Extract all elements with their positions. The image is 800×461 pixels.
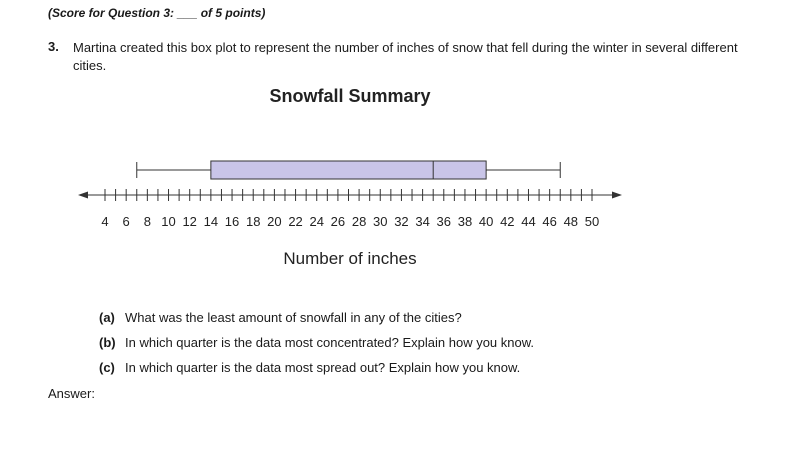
- x-axis-label: Number of inches: [283, 249, 417, 268]
- subquestion-b-label: (b): [99, 335, 116, 350]
- tick-label: 20: [267, 214, 282, 229]
- tick-label: 46: [542, 214, 557, 229]
- tick-label: 32: [394, 214, 409, 229]
- subquestion-b: [99, 335, 534, 350]
- score-blank: ___: [177, 6, 198, 20]
- subquestion-a-text: What was the least amount of snowfall in any of the cities?: [125, 310, 462, 325]
- tick-label: 26: [330, 214, 346, 229]
- subquestion-a-label: (a): [99, 310, 115, 325]
- tick-label: 18: [245, 214, 261, 229]
- question-text: Martina created this box plot to represent the number of inches of snow that fell during the winter in several different cities.: [73, 40, 738, 73]
- tick-label: 4: [101, 214, 109, 229]
- tick-label: 44: [521, 214, 536, 229]
- axis-arrow-left-icon: [78, 192, 88, 199]
- tick-label: 50: [584, 214, 600, 229]
- tick-label: 10: [161, 214, 176, 229]
- axis-arrow-right-icon: [612, 192, 622, 199]
- subquestion-b-text: In which quarter is the data most concentrated? Explain how you know.: [125, 335, 535, 350]
- number-line-axis: [78, 189, 622, 229]
- subquestion-c-label: (c): [99, 360, 115, 375]
- tick-label: 38: [457, 214, 473, 229]
- chart-title: Snowfall Summary: [269, 86, 431, 106]
- tick-label: 42: [500, 214, 515, 229]
- tick-label: 16: [224, 214, 240, 229]
- answer-label: Answer:: [48, 386, 95, 401]
- tick-label: 22: [288, 214, 303, 229]
- box-plot-layer: [137, 161, 560, 179]
- subquestion-c: [99, 360, 520, 375]
- tick-label: 8: [143, 214, 151, 229]
- question-number: 3.: [48, 39, 59, 54]
- tick-label: 28: [351, 214, 367, 229]
- tick-label: 30: [373, 214, 388, 229]
- tick-label: 48: [563, 214, 579, 229]
- interquartile-box: [211, 161, 486, 179]
- tick-label: 40: [478, 214, 494, 229]
- score-suffix: of 5 points): [197, 6, 266, 20]
- tick-label: 34: [415, 214, 430, 229]
- tick-label: 14: [203, 214, 219, 229]
- tick-label: 36: [436, 214, 452, 229]
- score-prefix: (Score for Question 3:: [48, 6, 178, 20]
- tick-label: 24: [309, 214, 324, 229]
- subquestion-c-text: In which quarter is the data most spread out? Explain how you know.: [125, 360, 521, 375]
- subquestion-a: [99, 310, 462, 325]
- tick-label: 6: [122, 214, 130, 229]
- tick-label: 12: [182, 214, 197, 229]
